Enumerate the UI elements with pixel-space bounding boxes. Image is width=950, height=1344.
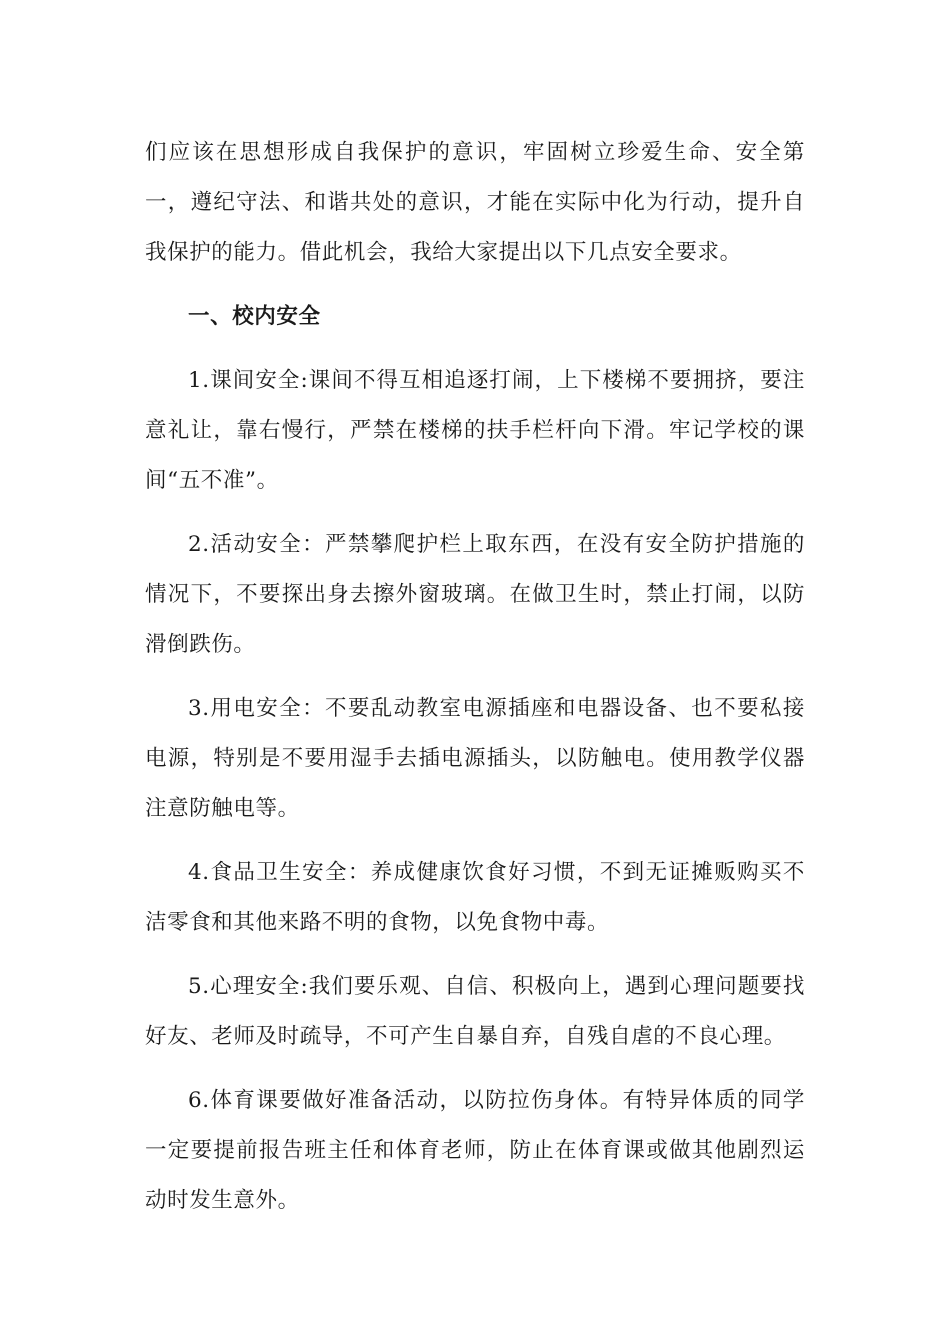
list-item-6: 6.体育课要做好准备活动，以防拉伤身体。有特异体质的同学一定要提前报告班主任和体育老师，防止在体育课或做其他剧烈运动时发生意外。: [145, 1088, 805, 1213]
list-item-1: 1.课间安全:课间不得互相追逐打闹，上下楼梯不要拥挤，要注意礼让，靠右慢行，严禁在楼梯的扶手栏杆向下滑。牢记学校的课间“五不准”。: [145, 368, 805, 493]
document-body: [145, 128, 805, 1240]
list-item-4: 4.食品卫生安全：养成健康饮食好习惯，不到无证摊贩购买不洁零食和其他来路不明的食物，以免食物中毒。: [145, 860, 805, 935]
list-item-3: 3.用电安全：不要乱动教室电源插座和电器设备、也不要私接电源，特别是不要用湿手去插电源插头，以防触电。使用教学仪器注意防触电等。: [145, 696, 805, 821]
list-item-2: 2.活动安全：严禁攀爬护栏上取东西，在没有安全防护措施的情况下，不要探出身去擦外窗玻璃。在做卫生时，禁止打闹，以防滑倒跌伤。: [145, 532, 805, 657]
intro-paragraph: 们应该在思想形成自我保护的意识，牢固树立珍爱生命、安全第一，遵纪守法、和谐共处的意识，才能在实际中化为行动，提升自我保护的能力。借此机会，我给大家提出以下几点安全要求。: [145, 140, 805, 265]
list-item-5: 5.心理安全:我们要乐观、自信、积极向上，遇到心理问题要找好友、老师及时疏导，不可产生自暴自弃，自残自虐的不良心理。: [145, 974, 805, 1049]
section-heading: 一、校内安全: [188, 304, 321, 329]
